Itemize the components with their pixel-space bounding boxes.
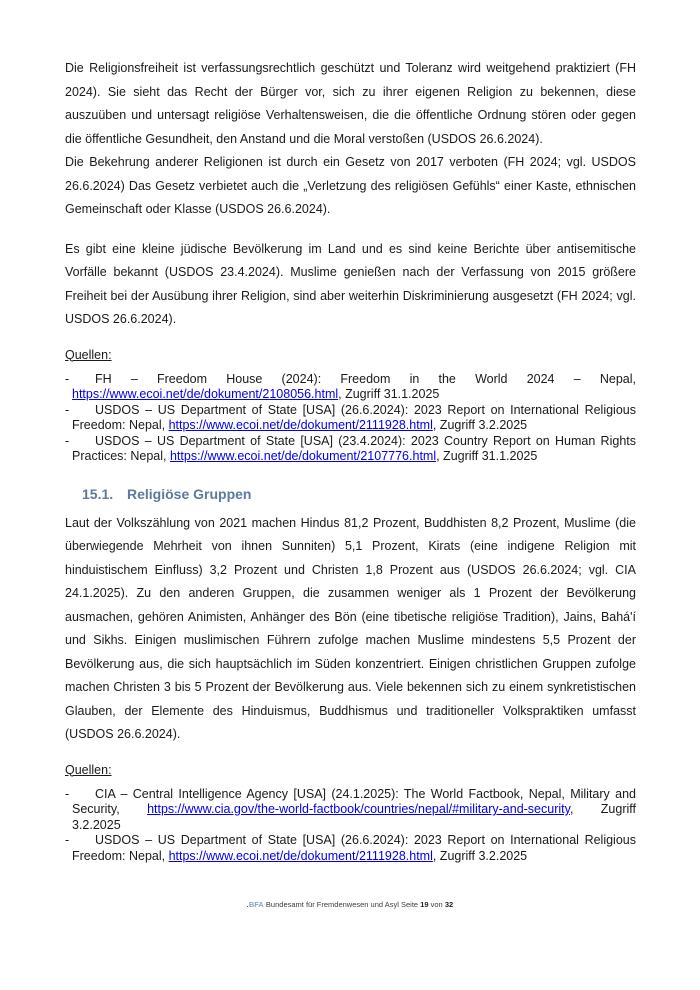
bullet-dash: - <box>65 833 70 847</box>
paragraph-religionsfreiheit: Die Religionsfreiheit ist verfassungsrechtlich geschützt und Toleranz wird weitgehend praktiziert (FH 2024). Sie sieht das Recht der Bürger vor, sich zu ihrer eigenen Religion zu bekennen, diese auszuüben und untersagt religiöse Verhaltensweisen, die die öffentliche Ordnung stören oder gegen die öffentliche Gesundheit, den Anstand und die Moral verstoßen (USDOS 26.6.2024). <box>65 61 636 146</box>
source-text: , Zugriff 31.1.2025 <box>436 449 538 463</box>
source-text: FH – Freedom House (2024): Freedom in the World 2024 – Nepal, <box>95 371 636 386</box>
source-item-cia <box>65 787 636 834</box>
source-text: USDOS – US Department of State [USA] (26.6.2024): 2023 Report on International Religious Freedom: Nepal, <box>72 402 636 432</box>
source-item-usdos-irf <box>65 403 636 434</box>
page-content <box>65 57 636 864</box>
sources-label-2: Quellen: <box>65 762 112 777</box>
source-text: USDOS – US Department of State [USA] (26.6.2024): 2023 Report on International Religious Freedom: Nepal, <box>72 833 636 863</box>
footer-page-total: 32 <box>444 900 454 909</box>
source-text: CIA – Central Intelligence Agency [USA] (24.1.2025): The World Factbook, Nepal, Military and Security, <box>72 786 636 816</box>
footer-page-current: 19 <box>420 900 429 909</box>
source-text: , Zugriff 3.2.2025 <box>432 848 528 863</box>
paragraph-bekehrung: Die Bekehrung anderer Religionen ist durch ein Gesetz von 2017 verboten (FH 2024; vgl. USDOS 26.6.2024) Das Gesetz verbietet auch die „Verletzung des religiösen Gefühls“ einer Kaste, ethnischen Gemeinschaft oder Klasse (USDOS 26.6.2024). <box>65 155 636 216</box>
bullet-dash: - <box>65 433 70 448</box>
source-link-ecoi-2107776[interactable]: https://www.ecoi.net/de/dokument/2107776.html <box>169 449 437 463</box>
footer-von-label: von <box>430 900 443 909</box>
bfa-logo: BFA <box>248 900 264 909</box>
source-link-cia-factbook[interactable]: https://www.cia.gov/the-world-factbook/countries/nepal/#military-and-security <box>147 802 570 816</box>
source-text: USDOS – US Department of State [USA] (23.4.2024): 2023 Country Report on Human Rights Practices: Nepal, <box>72 433 636 463</box>
page-footer <box>0 900 700 910</box>
source-item-usdos-hr <box>65 434 636 465</box>
source-text: , Zugriff 3.2.2025 <box>72 802 636 832</box>
source-item-usdos-irf-2 <box>65 833 636 864</box>
section-title: Religiöse Gruppen <box>127 485 252 502</box>
source-link-ecoi-2111928[interactable]: https://www.ecoi.net/de/dokument/2111928.html <box>168 418 433 432</box>
source-text: , Zugriff 3.2.2025 <box>432 418 528 432</box>
bullet-dash: - <box>65 371 70 386</box>
sources-label-1: Quellen: <box>65 347 112 362</box>
paragraph-juedische-bevoelkerung: Es gibt eine kleine jüdische Bevölkerung im Land und es sind keine Berichte über antisemitische Vorfälle bekannt (USDOS 23.4.2024). Muslime genießen nach der Verfassung von 2015 größere Freiheit bei der Ausübung ihrer Religion, sind aber weiterhin Diskriminierung ausgesetzt (FH 2024; vgl. USDOS 26.6.2024). <box>65 241 636 326</box>
bullet-dash: - <box>65 786 70 801</box>
footer-org-text: Bundesamt für Fremdenwesen und Asyl Seite <box>265 900 419 909</box>
section-heading-religioese-gruppen <box>82 485 636 503</box>
source-link-ecoi-2111928-2[interactable]: https://www.ecoi.net/de/dokument/2111928.html <box>168 848 433 863</box>
source-text: , Zugriff 31.1.2025 <box>338 387 440 401</box>
source-link-ecoi-2108056[interactable]: https://www.ecoi.net/de/dokument/2108056.html <box>72 387 339 401</box>
source-item-fh <box>65 372 636 403</box>
bullet-dash: - <box>65 402 70 417</box>
paragraph-volkszaehlung: Laut der Volkszählung von 2021 machen Hindus 81,2 Prozent, Buddhisten 8,2 Prozent, Muslime (die überwiegende Mehrheit von ihnen Sunniten) 5,1 Prozent, Kirats (eine indigene Religion mit hinduistischem Einfluss) 3,2 Prozent und Christen 1,8 Prozent aus (USDOS 26.6.2024; vgl. CIA 24.1.2025). Zu den anderen Gruppen, die zusammen weniger als 1 Prozent der Bevölkerung ausmachen, gehören Animisten, Anhänger des Bön (eine tibetische religiöse Tradition), Jains, Bahá'í und Sikhs. Einigen muslimischen Führern zufolge machen Muslime mindestens 5,5 Prozent der Bevölkerung aus, die sich hauptsächlich im Süden konzentriert. Einigen christlichen Gruppen zufolge machen Christen 3 bis 5 Prozent der Bevölkerung aus. Viele bekennen sich zu einem synkretistischen Glauben, der Elemente des Hinduismus, Buddhismus und traditioneller Volkspraktiken umfasst (USDOS 26.6.2024). <box>65 515 636 741</box>
section-number: 15.1. <box>82 485 114 502</box>
